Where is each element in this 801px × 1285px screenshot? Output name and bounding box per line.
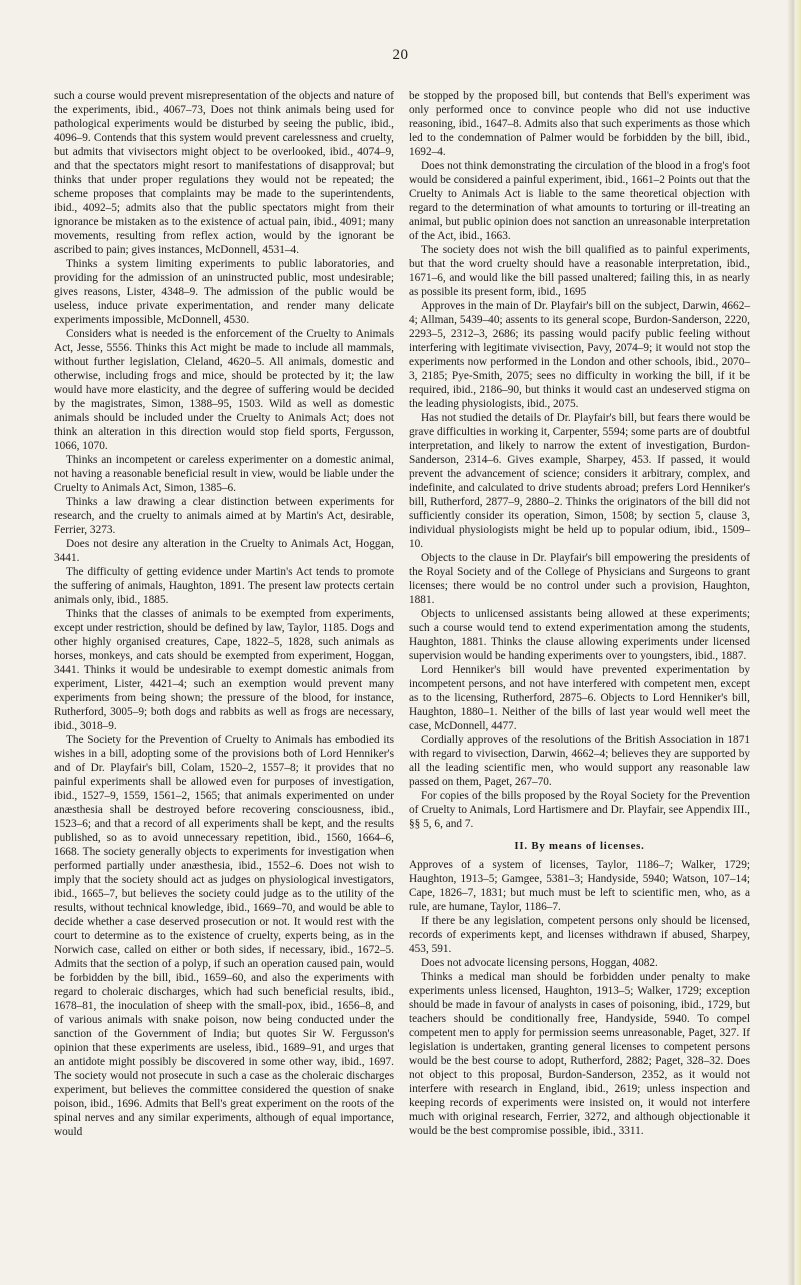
paragraph: Considers what is needed is the enforcement of the Cruelty to Animals Act, Jesse, 5556. Thinks this Act might be made to include all mammals, without further legislation, Cleland, 4620–5. All animals, domestic and otherwise, including frogs and mice, should be protected by it; the law would have more elasticity, and the degree of suffering would be decided by the magistrates, Simon, 1388–95, 1503. Wild as well as domestic animals should be included under the Cruelty to Animals Act; does not think an alteration in this direction would stop field sports, Fergusson, 1066, 1070. xyxy=(54,328,394,452)
paragraph: Approves of a system of licenses, Taylor, 1186–7; Walker, 1729; Haughton, 1913–5; Gamgee, 5381–3; Handyside, 5940; Watson, 107–14; Cape, 1826–7, 1831; but much must be left to scientific men, who, as a rule, are humane, Taylor, 1186–7. xyxy=(409,859,750,913)
page-edge-shadow xyxy=(787,0,801,1285)
paragraph: be stopped by the proposed bill, but contends that Bell's experiment was only performed once to convince people who did not use inductive reasoning, ibid., 1647–8. Admits also that such experiments as those which led to the condemnation of Palmer would be forbidden by the bill, ibid., 1692–4. xyxy=(409,90,750,158)
page-number: 20 xyxy=(392,47,409,63)
paragraph: The society does not wish the bill qualified as to painful experiments, but that the word cruelty should have a reasonable interpretation, ibid., 1671–6, and would like the bill passed unaltered; failing this, in as nearly as possible its present form, ibid., 1695 xyxy=(409,244,750,298)
paragraph: The Society for the Prevention of Cruelty to Animals has embodied its wishes in a bill, adopting some of the provisions both of Lord Henniker's and of Dr. Playfair's bill, Colam, 1520–2, 1557–8; it provides that no painful experiments shall be allowed even for purposes of investigation, ibid., 1527–9, 1559, 1561–2, 1565; that animals experimented on under anæsthesia shall be destroyed before recovering consciousness, ibid., 1523–6; and that a record of all experiments shall be kept, and the results published, so as to avoid unnecessary repetition, ibid., 1560, 1664–6, 1668. The society generally objects to experiments for investigation when performed partially under anæsthesia, ibid., 1552–6. Does not wish to imply that the society should act as judges on physiological investigators, ibid., 1665–7, but believes the society could judge as to the utility of the results, without technical knowledge, ibid., 1669–70, and would be able to decide whether a case deserved prosecution or not. It would rest with the court to determine as to the existence of cruelty, experts being, as in the Norwich case, called on either or both sides, if necessary, ibid., 1672–5. Admits that the section of a polyp, if such an operation caused pain, would be forbidden by the bill, ibid., 1659–60, and also the experiments with regard to choleraic discharges, which had such beneficial results, ibid., 1678–81, the inoculation of sheep with the small-pox, ibid., 1656–8, and of various animals with snake poison, now being conducted under the sanction of the Government of India; but quotes Sir W. Fergusson's opinion that these experiments are useless, ibid., 1689–91, and urges that an antidote might possibly be discovered in some other way, ibid., 1697. The society would not prosecute in such a case as the choleraic discharges experiment, but believes the committee considered the question of snake poison, ibid., 1696. Admits that Bell's great experiment on the roots of the spinal nerves and any similar experiments, although of equal importance, would xyxy=(54,734,394,1138)
paragraph: If there be any legislation, competent persons only should be licensed, records of experiments kept, and licenses withdrawn if abused, Sharpey, 453, 591. xyxy=(409,915,750,955)
paragraph: Does not advocate licensing persons, Hoggan, 4082. xyxy=(421,957,658,969)
right-column xyxy=(409,89,750,1138)
paragraph: Has not studied the details of Dr. Playfair's bill, but fears there would be grave difficulties in working it, Carpenter, 5594; some parts are of doubtful interpretation, and likely to narrow the extent of investigation, Burdon-Sanderson, 2314–6. Gives example, Sharpey, 453. If passed, it would prevent the advancement of science; considers it arbitrary, complex, and indefinite, and calculated to drive students abroad; prefers Lord Henniker's bill, Rutherford, 2877–9, 2880–2. Thinks the originators of the bill did not sufficiently consider its operation, Simon, 1508; by section 5, clause 3, individual physiologists might be held up to popular odium, ibid., 1509–10. xyxy=(409,412,750,550)
paragraph: Thinks a medical man should be forbidden under penalty to make experiments unless licensed, Haughton, 1913–5; Walker, 1729; exception should be made in favour of analysts in cases of poisoning, ibid., 1729, but teachers should be conditionally free, Handyside, 5940. To compel competent men to apply for permission seems unreasonable, Paget, 327. If legislation is undertaken, granting general licenses to competent persons would be the best course to adopt, Rutherford, 2882; Paget, 328–32. Does not object to this proposal, Burdon-Sanderson, 2352, as it would not interfere with research in England, ibid., 2619; unless inspection and keeping records of experiments were insisted on, it would not interfere much with original research, Ferrier, 3272, and although objectionable it would be the best compromise possible, ibid., 3311. xyxy=(409,971,750,1137)
paragraph: Objects to the clause in Dr. Playfair's bill empowering the presidents of the Royal Society and of the College of Physicians and Surgeons to grant licenses; there would be no control under such a provision, Haughton, 1881. xyxy=(409,552,750,606)
paragraph: such a course would prevent misrepresentation of the objects and nature of the experiments, ibid., 4067–73, Does not think animals being used for pathological experiments would be disturbed by seeing the public, ibid., 4096–9. Contends that this system would prevent carelessness and cruelty, but admits that vivisectors might object to be overlooked, ibid., 4074–9, and that the spectators might resort to manifestations of disapproval; but thinks that under proper regulations they would not be repeated; the scheme proposes that complaints may be made to the superintendents, ibid., 4092–5; admits also that the public spectators might from their ignorance be mistaken as to the existence of actual pain, ibid., 4091; many movements, resulting from reflex action, would by the ignorant be ascribed to pain; gives instances, McDonnell, 4531–4. xyxy=(54,90,394,256)
section-heading: II. By means of licenses. xyxy=(514,840,645,852)
paragraph: Does not think demonstrating the circulation of the blood in a frog's foot would be considered a painful experiment, ibid., 1661–2 Points out that the Cruelty to Animals Act is liable to the same theoretical objection with regard to the determination of what amounts to torturing or ill-treating an animal, but public opinion does not sanction an unreasonable interpretation of the Act, ibid., 1663. xyxy=(409,160,750,242)
paragraph: Thinks an incompetent or careless experimenter on a domestic animal, not having a reasonable beneficial result in view, would be liable under the Cruelty to Animals Act, Simon, 1385–6. xyxy=(54,454,394,494)
paragraph: Thinks a law drawing a clear distinction between experiments for research, and the cruelty to animals aimed at by Martin's Act, desirable, Ferrier, 3273. xyxy=(54,496,394,536)
paragraph: Thinks that the classes of animals to be exempted from experiments, except under restriction, should be defined by law, Taylor, 1185. Dogs and other highly organised creatures, Cape, 1822–5, 1828, such animals as horses, monkeys, and cats should be exempted from experiment, Hoggan, 3441. Thinks it would be undesirable to exempt domestic animals from experiment, Lister, 4421–4; such an exemption would prevent many experiments from being shown; the pressure of the blood, for instance, Rutherford, 3005–9; both dogs and rabbits as well as frogs are necessary, ibid., 3018–9. xyxy=(54,608,394,732)
paragraph: Cordially approves of the resolutions of the British Association in 1871 with regard to vivisection, Darwin, 4662–4; believes they are supported by all the leading scientific men, who would support any reasonable law passed on them, Paget, 267–70. xyxy=(409,734,750,788)
paragraph: Thinks a system limiting experiments to public laboratories, and providing for the admission of an uninstructed public, most undesirable; gives reasons, Lister, 4348–9. The admission of the public would be useless, induce private experimentation, and render many delicate experiments impossible, McDonnell, 4530. xyxy=(54,258,394,326)
paragraph: Does not desire any alteration in the Cruelty to Animals Act, Hoggan, 3441. xyxy=(54,538,394,564)
paragraph: For copies of the bills proposed by the Royal Society for the Prevention of Cruelty to Animals, Lord Hartismere and Dr. Playfair, see Appendix III., §§ 5, 6, and 7. xyxy=(409,790,750,830)
paragraph: Objects to unlicensed assistants being allowed at these experiments; such a course would tend to extend experimentation among the students, Haughton, 1881. Thinks the clause allowing experiments under licensed supervision would be handing experiments over to youngsters, ibid., 1887. xyxy=(409,608,750,662)
paragraph: Approves in the main of Dr. Playfair's bill on the subject, Darwin, 4662–4; Allman, 5439–40; assents to its general scope, Burdon-Sanderson, 2220, 2293–5, 2312–3, 2686; its passing would pacify public feeling without interfering with legitimate vivisection, Pavy, 2074–9; it would not stop the experiments now performed in the London and other schools, ibid., 2070–3, 2185; Pye-Smith, 2075; sees no difficulty in working the bill, if it be required, ibid., 2186–90, but thinks it would cast an undeserved stigma on the leading physiologists, ibid., 2075. xyxy=(409,300,750,410)
paragraph: Lord Henniker's bill would have prevented experimentation by incompetent persons, and not have interfered with competent men, except as to the licensing, Rutherford, 2875–6. Objects to Lord Henniker's bill, Haughton, 1880–1. Neither of the bills of last year would well meet the case, McDonnell, 4477. xyxy=(409,664,750,732)
paragraph: The difficulty of getting evidence under Martin's Act tends to promote the suffering of animals, Haughton, 1891. The present law protects certain animals only, ibid., 1885. xyxy=(54,566,394,606)
left-column xyxy=(54,89,394,1139)
